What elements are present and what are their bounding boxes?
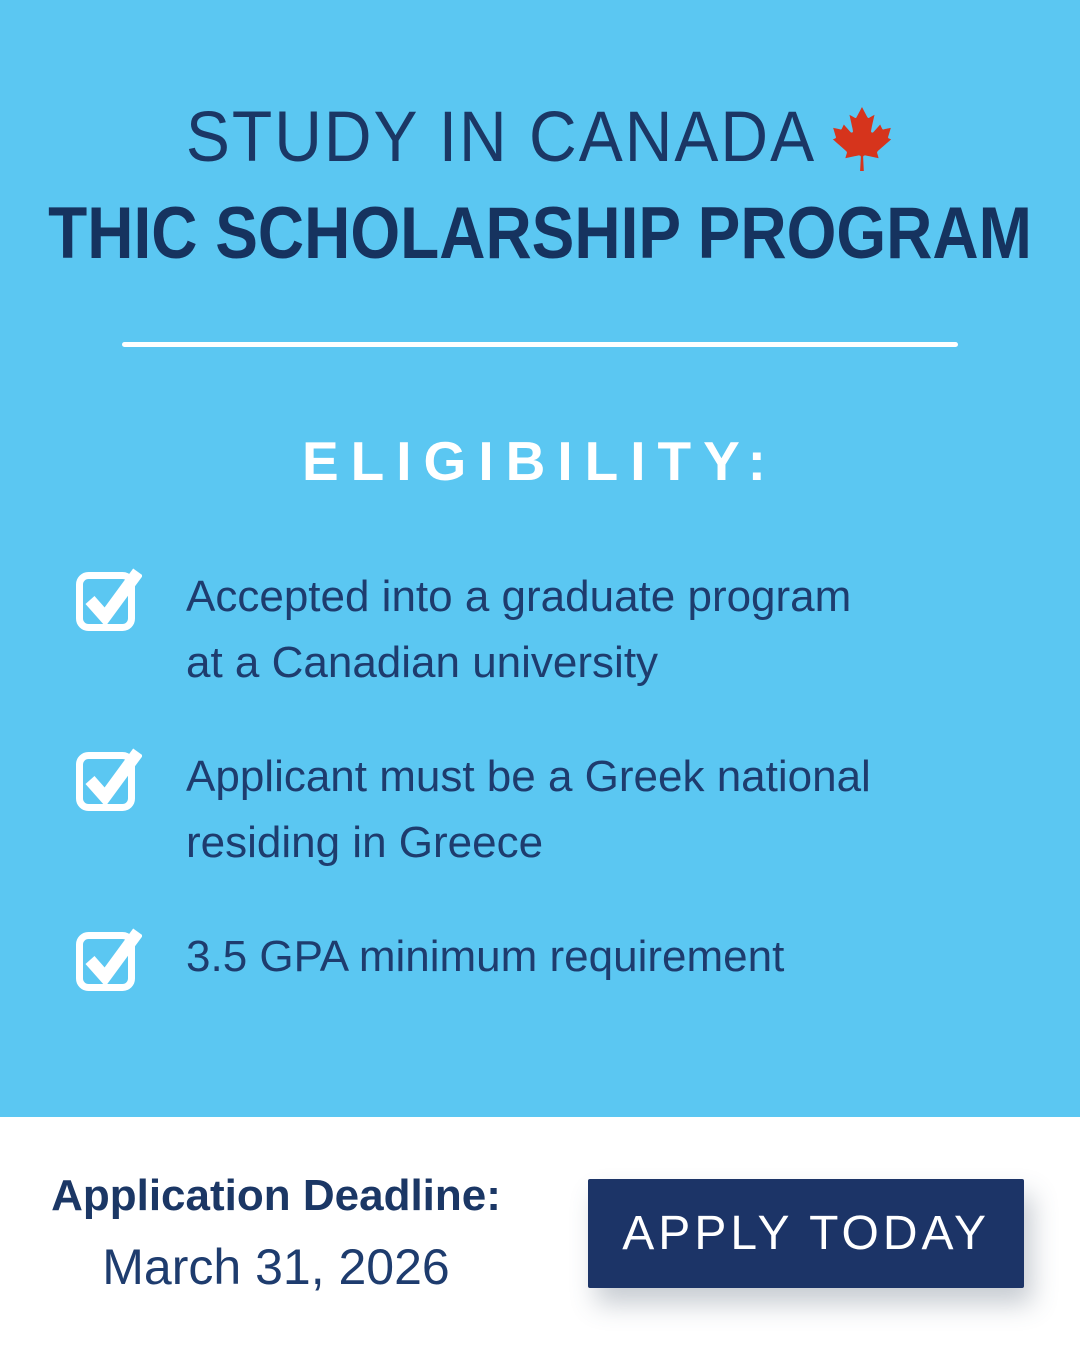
maple-leaf-icon <box>830 104 894 180</box>
list-item <box>76 924 1050 991</box>
deadline-block <box>36 1170 516 1297</box>
page-title: THIC SCHOLARSHIP PROGRAM <box>48 191 1032 275</box>
list-item-text <box>186 744 871 876</box>
divider <box>122 342 958 347</box>
list-item-text <box>186 924 784 990</box>
checkbox-checked-icon <box>76 559 142 631</box>
list-item-line: Accepted into a graduate program <box>186 571 852 621</box>
list-item-line: residing in Greece <box>186 817 544 867</box>
list-item <box>76 744 1050 876</box>
checkbox-checked-icon <box>76 919 142 991</box>
eligibility-heading: ELIGIBILITY: <box>301 430 778 493</box>
footer-section <box>0 1117 1080 1350</box>
kicker-title: STUDY IN CANADA <box>185 95 817 176</box>
eligibility-list <box>0 564 1080 991</box>
list-item-line: at a Canadian university <box>186 637 659 687</box>
list-item-line: Applicant must be a Greek national <box>186 751 871 801</box>
list-item-text <box>186 564 851 696</box>
apply-today-button[interactable]: APPLY TODAY <box>588 1179 1024 1288</box>
header <box>185 95 894 180</box>
list-item <box>76 564 1050 696</box>
list-item-line: 3.5 GPA minimum requirement <box>186 931 785 981</box>
checkbox-checked-icon <box>76 739 142 811</box>
deadline-label: Application Deadline: <box>51 1171 501 1221</box>
deadline-date: March 31, 2026 <box>102 1238 450 1295</box>
